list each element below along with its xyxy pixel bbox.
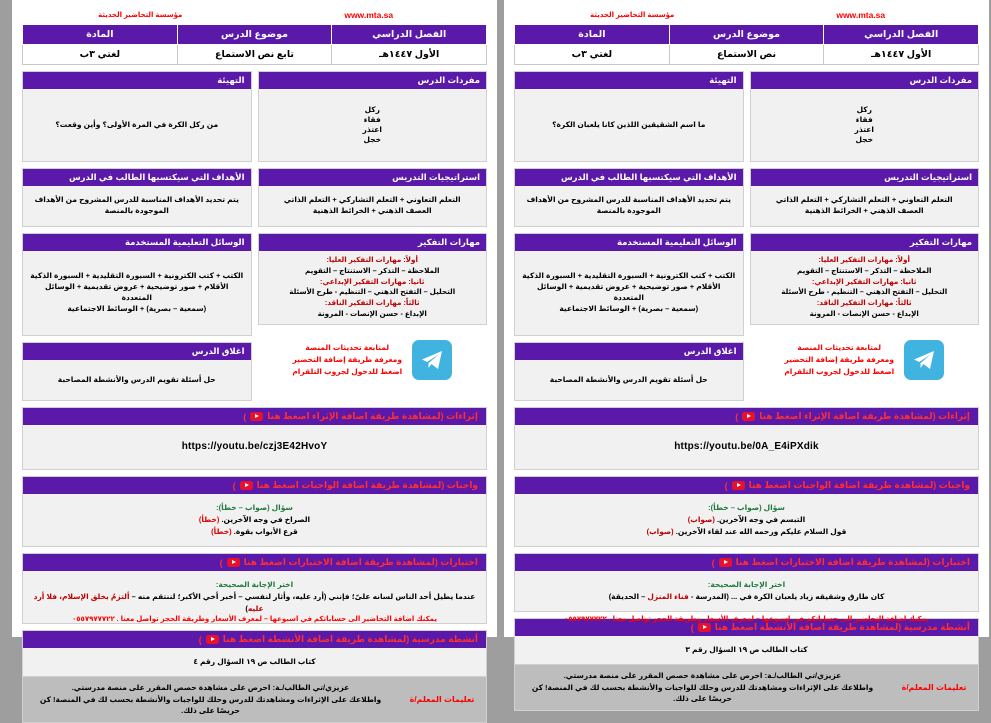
vocab-word: فقاء bbox=[363, 114, 381, 124]
tests-header[interactable] bbox=[515, 554, 978, 571]
activities-section bbox=[514, 618, 979, 665]
vocab-word: خجل bbox=[855, 135, 874, 145]
warmup-box bbox=[22, 71, 252, 162]
closing-body: حل أسئلة تقويم الدرس والأنشطة المصاحبة bbox=[515, 360, 743, 400]
homework-title: سؤال (صواب – خطأ): bbox=[708, 503, 785, 512]
homework-item-text: قرع الأبواب بقوة. bbox=[233, 527, 298, 536]
media-body bbox=[515, 251, 743, 335]
vocab-word: اعتذر bbox=[362, 125, 382, 134]
homework-item-text: التبسم في وجه الآخرين. bbox=[716, 515, 806, 524]
tests-header-label: اختبارات (لمشاهدة طريقة اضافة الاختبارات اضغط هنا bbox=[243, 557, 478, 567]
youtube-play-icon[interactable] bbox=[742, 412, 755, 421]
teacher-notes-row bbox=[514, 665, 979, 711]
media-line: الأقلام + صور توضيحية + عروض تقديمية + الوسائل المتعددة bbox=[536, 282, 721, 302]
col-header-subject: المادة bbox=[23, 25, 178, 45]
youtube-play-icon[interactable] bbox=[206, 635, 219, 644]
media-box bbox=[514, 233, 744, 336]
homework-section bbox=[22, 476, 487, 547]
media-line: (سمعية – بصرية) + الوسائط الاجتماعية bbox=[559, 303, 699, 313]
media-box bbox=[22, 233, 252, 336]
teacher-notes-line: عزيزي/تي الطالب/ـة: احرص على مشاهدة حصص المقرر على منصة مدرستي. bbox=[71, 683, 350, 692]
cell-subject: لغتي ٣ب bbox=[515, 45, 670, 65]
strategies-line: التعلم التعاوني + التعلم التشاركي + التعلم الذاتي bbox=[283, 195, 461, 205]
tests-section bbox=[514, 553, 979, 612]
thinking-skills-header: مهارات التفكير bbox=[259, 234, 487, 251]
warmup-body: من ركل الكرة في المرة الأولى؟ وأين وقعت؟ bbox=[23, 89, 251, 161]
warmup-box bbox=[514, 71, 744, 162]
objectives-box bbox=[514, 168, 744, 227]
strategies-box bbox=[750, 168, 980, 227]
youtube-play-icon[interactable] bbox=[250, 412, 263, 421]
activities-header[interactable] bbox=[23, 631, 486, 648]
teacher-notes-body bbox=[23, 677, 398, 722]
homework-item-answer: (خطأ) bbox=[211, 527, 232, 536]
vocab-body bbox=[259, 89, 487, 161]
thinking-label-higher: أولاً: مهارات التفكير العليا: bbox=[818, 255, 910, 264]
col-header-term: الفصل الدراسي bbox=[824, 25, 979, 45]
warmup-body: ما اسم الشقيقين اللذين كانا يلعبان الكرة؟ bbox=[515, 89, 743, 161]
closing-body: حل أسئلة تقويم الدرس والأنشطة المصاحبة bbox=[23, 360, 251, 400]
media-line: الأقلام + صور توضيحية + عروض تقديمية + الوسائل المتعددة bbox=[44, 282, 229, 302]
lesson-info-table bbox=[22, 24, 487, 65]
tests-header-label: اختبارات (لمشاهدة طريقة اضافة الاختبارات اضغط هنا bbox=[735, 557, 970, 567]
media-header: الوسائل التعليمية المستخدمة bbox=[515, 234, 743, 251]
telegram-promo[interactable] bbox=[750, 331, 980, 389]
homework-header-label: واجبات (لمشاهدة طريقة اضافة الواجبات اضغط هنا bbox=[748, 480, 970, 490]
enrichment-section bbox=[22, 407, 487, 470]
activities-header-label: أنشطة مدرسية (لمشاهدة طريقة اضافة الأنشطة اضغط هنا bbox=[714, 622, 970, 632]
media-line: (سمعية – بصرية) + الوسائط الاجتماعية bbox=[67, 303, 207, 313]
test-question-pre: كان طارق وشقيقه زياد يلعبان الكرة في ... (المدرسة - bbox=[688, 592, 885, 601]
col-header-topic: موضوع الدرس bbox=[177, 25, 332, 45]
thinking-value-critical: الإبداع - حسن الإنصات - المرونة bbox=[809, 308, 919, 318]
table-row bbox=[515, 45, 979, 65]
tests-header[interactable] bbox=[23, 554, 486, 571]
strategies-box bbox=[258, 168, 488, 227]
enrichment-link[interactable]: https://youtu.be/0A_E4iPXdik bbox=[515, 425, 978, 469]
objectives-header: الأهداف التي سيكتسبها الطالب في الدرس bbox=[515, 169, 743, 186]
homework-header-paren: ) bbox=[724, 480, 728, 491]
brand-name-arabic: مؤسسة التحاضير الحديثة bbox=[98, 11, 183, 19]
table-row bbox=[23, 45, 487, 65]
vocab-box bbox=[750, 71, 980, 162]
closing-header: اغلاق الدرس bbox=[23, 343, 251, 360]
col-header-subject: المادة bbox=[515, 25, 670, 45]
telegram-line-3: اضغط للدخول لجروب التلقرام bbox=[784, 366, 895, 376]
cell-topic: نص الاستماع bbox=[669, 45, 824, 65]
homework-item-text: قول السلام عليكم ورحمه الله عند لقاء الآخرين. bbox=[675, 527, 847, 536]
telegram-icon[interactable] bbox=[904, 340, 944, 380]
homework-item-text: الصراخ في وجه الآخرين. bbox=[221, 515, 311, 524]
vocab-box bbox=[258, 71, 488, 162]
thinking-value-higher: الملاحظة – التذكر – الاستنتاج – التقويم bbox=[304, 265, 440, 275]
test-correct-answer: فناء المنزل bbox=[647, 592, 689, 601]
media-body bbox=[23, 251, 251, 335]
row-thinking-media bbox=[514, 233, 979, 401]
closing-header: اغلاق الدرس bbox=[515, 343, 743, 360]
media-line: الكتب + كتب الكترونية + السبورة التقليدية + السبورة الذكية bbox=[522, 271, 736, 281]
brand-url: www.mta.sa bbox=[836, 9, 886, 20]
cell-topic: تابع نص الاستماع bbox=[177, 45, 332, 65]
youtube-play-icon[interactable] bbox=[698, 623, 711, 632]
warmup-header: التهيئة bbox=[23, 72, 251, 89]
vocab-body bbox=[751, 89, 979, 161]
enrichment-header[interactable] bbox=[23, 408, 486, 425]
enrichment-header[interactable] bbox=[515, 408, 978, 425]
thinking-value-higher: الملاحظة – التذكر – الاستنتاج – التقويم bbox=[796, 265, 932, 275]
thinking-value-creative: التحليل – التفتح الذهني – التنظيم - طرح الأسئلة bbox=[289, 287, 456, 297]
thinking-value-creative: التحليل – التفتح الذهني – التنظيم - طرح الأسئلة bbox=[781, 287, 948, 297]
vocab-word: ركل bbox=[364, 104, 380, 114]
homework-body bbox=[23, 494, 486, 546]
cell-term: الأول ١٤٤٧هـ bbox=[332, 45, 487, 65]
test-question-post: – الحديقة) bbox=[608, 592, 648, 601]
tests-section bbox=[22, 553, 487, 624]
teacher-notes-label: تعليمات المعلم/ة bbox=[409, 694, 475, 704]
homework-item bbox=[33, 514, 476, 526]
telegram-line-2: ومعرفة طريقة إضافة التحضير bbox=[292, 354, 402, 364]
test-question bbox=[33, 591, 476, 615]
objectives-body: يتم تحديد الأهداف المناسبة للدرس المشروح من الأهداف الموجودة بالمنصة bbox=[23, 186, 251, 226]
enrichment-section bbox=[514, 407, 979, 470]
teacher-notes-line: واطلاعك على الإثراءات ومشاهدتك للدرس وحلك للواجبات والأنشطة بحسب لك في المنصة! كن حريصًا على ذلك. bbox=[531, 682, 874, 704]
strategies-header: استراتيجيات التدريس bbox=[259, 169, 487, 186]
strategies-line: العصف الذهني + الخرائط الذهنية bbox=[804, 206, 924, 215]
homework-item bbox=[525, 526, 968, 538]
tests-header-paren: ) bbox=[219, 557, 223, 568]
vocab-word: خجل bbox=[363, 135, 382, 145]
test-title: اختر الإجابة الصحيحة: bbox=[707, 580, 786, 589]
row-warmup-vocab bbox=[514, 71, 979, 162]
activities-section bbox=[22, 630, 487, 677]
thinking-skills-header: مهارات التفكير bbox=[751, 234, 979, 251]
page-footer: يمكنك اضافة التحاضير الى حساباتكم في اسبوعها – لمعرف الأسعار وطريقة الحجز تواصل معنا . ٠٥٥٧٩٧٧٧٢٢ bbox=[72, 616, 437, 623]
test-question-post: ) bbox=[245, 604, 248, 613]
youtube-play-icon[interactable] bbox=[240, 481, 253, 490]
test-correct-answer: ألتزمُ بخلق الإسلام، فلا أرد عليه bbox=[33, 592, 264, 613]
row-warmup-vocab bbox=[22, 71, 487, 162]
teacher-notes-body bbox=[515, 665, 890, 710]
telegram-line-3: اضغط للدخول لجروب التلقرام bbox=[292, 366, 403, 376]
homework-item-answer: (خطأ) bbox=[198, 515, 220, 524]
test-question-pre: عندما يطيل أحد الناس لسانه علىّ؛ فإنني (أرد عليه، وأثار لنفسي – أخبر أخي الأكبر؛ لننتقم منه – bbox=[129, 592, 476, 601]
table-header-row bbox=[515, 25, 979, 45]
enrichment-header-label: إثراءات (لمشاهدة طريقة اضافة الإثراء اضغط هنا bbox=[267, 411, 478, 421]
lesson-page bbox=[12, 0, 497, 716]
warmup-header: التهيئة bbox=[515, 72, 743, 89]
enrichment-header-paren: ) bbox=[243, 411, 247, 422]
media-line: الكتب + كتب الكترونية + السبورة التقليدية + السبورة الذكية bbox=[30, 271, 244, 281]
activities-header-paren: ) bbox=[690, 622, 694, 633]
table-header-row bbox=[23, 25, 487, 45]
teacher-notes-row bbox=[22, 677, 487, 723]
telegram-line-1: لمتابعة تحديثات المنصة bbox=[797, 342, 882, 352]
row-strategies-objectives bbox=[514, 168, 979, 227]
teacher-notes-line: عزيزي/تي الطالب/ـة: احرص على مشاهدة حصص المقرر على منصة مدرستي. bbox=[563, 671, 842, 680]
thinking-skills-box bbox=[750, 233, 980, 325]
page-topbar bbox=[514, 6, 979, 24]
homework-body bbox=[515, 494, 978, 546]
thinking-label-critical: ثالثاً: مهارات التفكير الناقد: bbox=[324, 298, 420, 308]
thinking-label-higher: أولاً: مهارات التفكير العليا: bbox=[326, 255, 418, 264]
cell-subject: لغتي ٣ب bbox=[23, 45, 178, 65]
thinking-label-creative: ثانيا: مهارات التفكير الإبداعي: bbox=[320, 276, 425, 286]
homework-item bbox=[525, 514, 968, 526]
vocab-word: اعتذر bbox=[854, 125, 874, 134]
homework-header[interactable] bbox=[23, 477, 486, 494]
telegram-line-1: لمتابعة تحديثات المنصة bbox=[305, 342, 390, 352]
homework-item-answer: (صواب) bbox=[687, 515, 715, 524]
homework-title: سؤال (صواب – خطأ): bbox=[216, 503, 293, 512]
strategies-body bbox=[259, 186, 487, 226]
activities-body: كتاب الطالب ص ١٩ السؤال رقم ٤ bbox=[23, 648, 486, 676]
col-header-term: الفصل الدراسي bbox=[332, 25, 487, 45]
strategies-line: العصف الذهني + الخرائط الذهنية bbox=[312, 206, 432, 215]
telegram-text bbox=[292, 342, 402, 378]
activities-header-label: أنشطة مدرسية (لمشاهدة طريقة اضافة الأنشطة اضغط هنا bbox=[222, 634, 478, 644]
row-strategies-objectives bbox=[22, 168, 487, 227]
telegram-text bbox=[784, 342, 894, 378]
strategies-header: استراتيجيات التدريس bbox=[751, 169, 979, 186]
vocab-header: مفردات الدرس bbox=[259, 72, 487, 89]
test-question bbox=[525, 591, 968, 603]
strategies-body bbox=[751, 186, 979, 226]
teacher-notes-line: واطلاعك على الإثراءات ومشاهدتك للدرس وحلك للواجبات والأنشطة بحسب لك في المنصة! كن حريصًا على ذلك. bbox=[39, 694, 382, 716]
homework-item-answer: (صواب) bbox=[646, 527, 674, 536]
homework-header-paren: ) bbox=[232, 480, 236, 491]
telegram-promo[interactable] bbox=[258, 331, 488, 389]
lesson-page bbox=[504, 0, 989, 704]
closing-box bbox=[514, 342, 744, 401]
homework-header[interactable] bbox=[515, 477, 978, 494]
vocab-header: مفردات الدرس bbox=[751, 72, 979, 89]
telegram-icon[interactable] bbox=[412, 340, 452, 380]
homework-item bbox=[33, 526, 476, 538]
brand-url: www.mta.sa bbox=[344, 9, 394, 20]
closing-box bbox=[22, 342, 252, 401]
objectives-header: الأهداف التي سيكتسبها الطالب في الدرس bbox=[23, 169, 251, 186]
activities-body: كتاب الطالب ص ١٩ السؤال رقم ٣ bbox=[515, 636, 978, 664]
lesson-info-table bbox=[514, 24, 979, 65]
page-footer: يمكنك اضافة التحاضير الى حساباتكم في اسبوعها – لمعرف الأسعار وطريقة الحجز تواصل معنا . ٠٥٥٧٩٧٧٧٢٢ bbox=[564, 616, 929, 623]
thinking-label-creative: ثانيا: مهارات التفكير الإبداعي: bbox=[812, 276, 917, 286]
brand-name-arabic: مؤسسة التحاضير الحديثة bbox=[590, 11, 675, 19]
cell-term: الأول ١٤٤٧هـ bbox=[824, 45, 979, 65]
thinking-skills-box bbox=[258, 233, 488, 325]
tests-body bbox=[515, 571, 978, 611]
activities-header-paren: ) bbox=[198, 634, 202, 645]
page-topbar bbox=[22, 6, 487, 24]
objectives-body: يتم تحديد الأهداف المناسبة للدرس المشروح من الأهداف الموجودة بالمنصة bbox=[515, 186, 743, 226]
strategies-line: التعلم التعاوني + التعلم التشاركي + التعلم الذاتي bbox=[775, 195, 953, 205]
youtube-play-icon[interactable] bbox=[732, 481, 745, 490]
vocab-word: ركل bbox=[856, 104, 872, 114]
enrichment-link[interactable]: https://youtu.be/czj3E42HvoY bbox=[23, 425, 486, 469]
enrichment-header-paren: ) bbox=[735, 411, 739, 422]
thinking-skills-body bbox=[259, 251, 487, 324]
vocab-word: فقاء bbox=[855, 114, 873, 124]
homework-header-label: واجبات (لمشاهدة طريقة اضافة الواجبات اضغط هنا bbox=[256, 480, 478, 490]
youtube-play-icon[interactable] bbox=[719, 558, 732, 567]
youtube-play-icon[interactable] bbox=[227, 558, 240, 567]
thinking-skills-body bbox=[751, 251, 979, 324]
media-header: الوسائل التعليمية المستخدمة bbox=[23, 234, 251, 251]
teacher-notes-label: تعليمات المعلم/ة bbox=[901, 682, 967, 692]
thinking-value-critical: الإبداع - حسن الإنصات - المرونة bbox=[317, 308, 427, 318]
row-thinking-media bbox=[22, 233, 487, 401]
col-header-topic: موضوع الدرس bbox=[669, 25, 824, 45]
telegram-line-2: ومعرفة طريقة إضافة التحضير bbox=[784, 354, 894, 364]
test-title: اختر الإجابة الصحيحة: bbox=[215, 580, 294, 589]
objectives-box bbox=[22, 168, 252, 227]
homework-section bbox=[514, 476, 979, 547]
enrichment-header-label: إثراءات (لمشاهدة طريقة اضافة الإثراء اضغط هنا bbox=[759, 411, 970, 421]
tests-header-paren: ) bbox=[711, 557, 715, 568]
thinking-label-critical: ثالثاً: مهارات التفكير الناقد: bbox=[816, 298, 912, 308]
